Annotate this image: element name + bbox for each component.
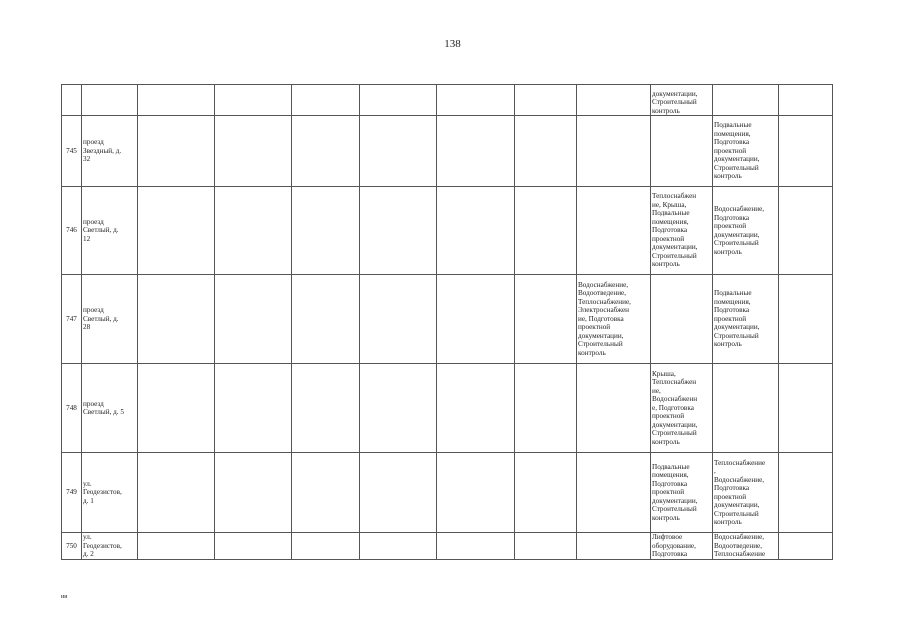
row-number-cell xyxy=(62,85,82,116)
row-number-cell: 749 xyxy=(62,453,82,533)
work-type-cell xyxy=(215,364,292,453)
work-type-cell xyxy=(515,533,577,560)
work-type-cell xyxy=(577,533,651,560)
work-type-cell: Водоснабжение, Подготовка проектной документации, Строительный контроль xyxy=(713,187,779,275)
work-type-cell xyxy=(515,116,577,187)
work-type-cell xyxy=(713,364,779,453)
work-type-cell xyxy=(360,275,437,364)
work-type-cell xyxy=(360,116,437,187)
work-type-cell xyxy=(215,275,292,364)
work-type-cell xyxy=(577,85,651,116)
work-type-cell xyxy=(437,187,515,275)
table-row xyxy=(62,85,833,116)
address-cell: проезд Светлый, д. 5 xyxy=(82,364,138,453)
work-type-cell xyxy=(515,85,577,116)
row-number-cell: 748 xyxy=(62,364,82,453)
work-type-cell xyxy=(292,364,360,453)
row-number-cell: 746 xyxy=(62,187,82,275)
work-type-cell xyxy=(651,116,713,187)
work-type-cell xyxy=(779,116,833,187)
table-row xyxy=(62,453,833,533)
work-type-cell xyxy=(138,116,215,187)
row-number-cell: 750 xyxy=(62,533,82,560)
work-type-cell xyxy=(292,533,360,560)
page-number: 138 xyxy=(444,38,461,50)
address-cell: проезд Светлый, д. 28 xyxy=(82,275,138,364)
work-type-cell xyxy=(515,187,577,275)
work-type-cell xyxy=(437,364,515,453)
work-type-cell: Водоснабжение, Водоотведение, Теплоснабжение, Электроснабжен ие, Подготовка проектной документации, Строительный контроль xyxy=(577,275,651,364)
work-type-cell xyxy=(292,116,360,187)
work-type-cell xyxy=(292,187,360,275)
table-row xyxy=(62,187,833,275)
address-cell: ул. Геодезистов, д. 1 xyxy=(82,453,138,533)
work-type-cell xyxy=(360,187,437,275)
table-row xyxy=(62,275,833,364)
address-cell: ул. Геодезистов, д. 2 xyxy=(82,533,138,560)
work-type-cell xyxy=(138,364,215,453)
work-type-cell xyxy=(215,533,292,560)
work-type-cell xyxy=(138,533,215,560)
work-type-cell: Подвальные помещения, Подготовка проектной документации, Строительный контроль xyxy=(651,453,713,533)
work-type-cell xyxy=(437,275,515,364)
repair-schedule-table xyxy=(61,84,833,560)
work-type-cell xyxy=(779,187,833,275)
work-type-cell: Подвальные помещения, Подготовка проектной документации, Строительный контроль xyxy=(713,275,779,364)
work-type-cell xyxy=(215,116,292,187)
work-type-cell xyxy=(215,85,292,116)
table-row xyxy=(62,533,833,560)
work-type-cell: Подвальные помещения, Подготовка проектной документации, Строительный контроль xyxy=(713,116,779,187)
work-type-cell xyxy=(437,533,515,560)
work-type-cell xyxy=(577,453,651,533)
work-type-cell xyxy=(515,453,577,533)
work-type-cell xyxy=(779,453,833,533)
row-number-cell: 747 xyxy=(62,275,82,364)
work-type-cell xyxy=(437,85,515,116)
work-type-cell xyxy=(215,453,292,533)
address-cell: проезд Светлый, д. 12 xyxy=(82,187,138,275)
work-type-cell: Лифтовое оборудование, Подготовка xyxy=(651,533,713,560)
work-type-cell xyxy=(138,275,215,364)
address-cell: проезд Звездный, д. 32 xyxy=(82,116,138,187)
row-number-cell: 745 xyxy=(62,116,82,187)
work-type-cell: документации, Строительный контроль xyxy=(651,85,713,116)
work-type-cell xyxy=(138,453,215,533)
work-type-cell xyxy=(651,275,713,364)
work-type-cell xyxy=(515,275,577,364)
work-type-cell xyxy=(713,85,779,116)
work-type-cell xyxy=(577,364,651,453)
work-type-cell xyxy=(779,275,833,364)
work-type-cell: Теплоснабжение , Водоснабжение, Подготовка проектной документации, Строительный контроль xyxy=(713,453,779,533)
work-type-cell xyxy=(779,533,833,560)
work-type-cell: Крыша, Теплоснабжен ие, Водоснабженн е, Подготовка проектной документации, Строительный контроль xyxy=(651,364,713,453)
work-type-cell xyxy=(215,187,292,275)
work-type-cell xyxy=(515,364,577,453)
work-type-cell xyxy=(360,85,437,116)
work-type-cell xyxy=(138,85,215,116)
work-type-cell xyxy=(360,364,437,453)
work-type-cell xyxy=(292,85,360,116)
work-type-cell xyxy=(779,364,833,453)
footer-mark: ии xyxy=(61,594,68,600)
work-type-cell xyxy=(779,85,833,116)
work-type-cell xyxy=(360,453,437,533)
work-type-cell: Водоснабжение, Водоотведение, Теплоснабжение xyxy=(713,533,779,560)
work-type-cell xyxy=(138,187,215,275)
work-type-cell xyxy=(437,453,515,533)
address-cell xyxy=(82,85,138,116)
work-type-cell xyxy=(360,533,437,560)
work-type-cell xyxy=(437,116,515,187)
table-row xyxy=(62,364,833,453)
work-type-cell xyxy=(577,116,651,187)
table-row xyxy=(62,116,833,187)
work-type-cell xyxy=(292,453,360,533)
work-type-cell xyxy=(577,187,651,275)
work-type-cell: Теплоснабжен ие, Крыша, Подвальные помещения, Подготовка проектной документации, Строительный контроль xyxy=(651,187,713,275)
work-type-cell xyxy=(292,275,360,364)
